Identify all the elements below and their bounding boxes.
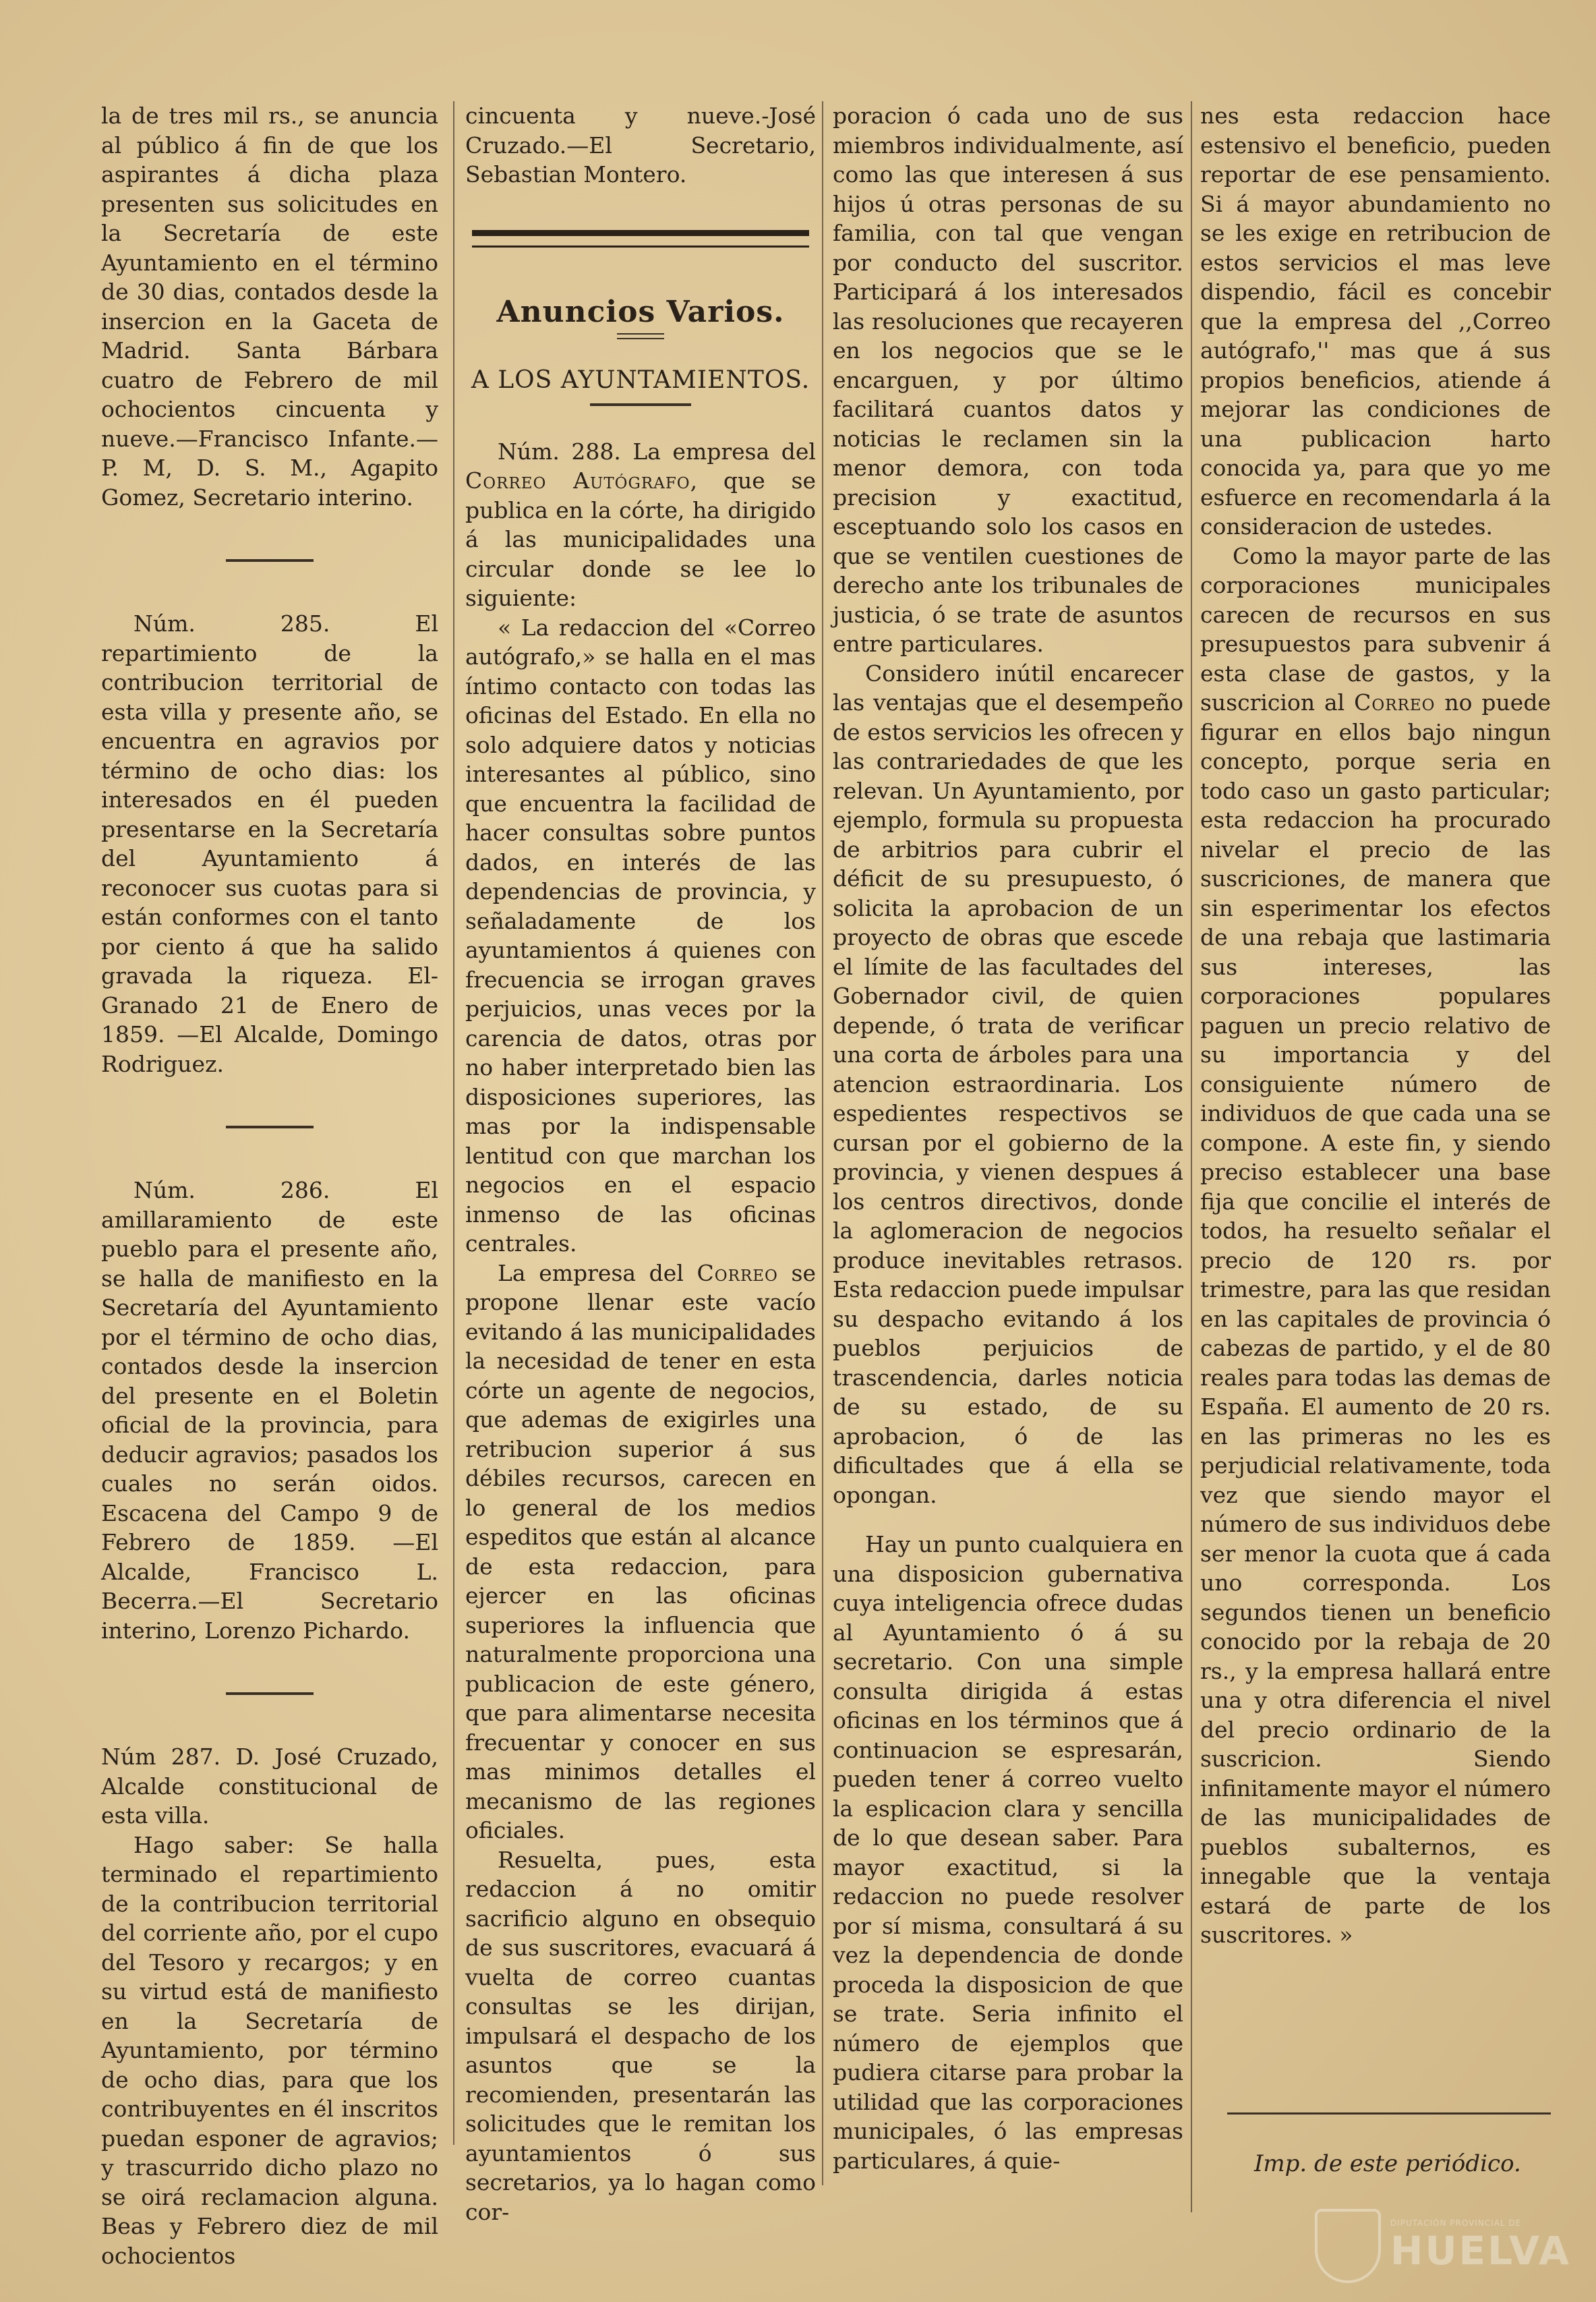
archive-watermark bbox=[1315, 2206, 1571, 2286]
circular-paragraph bbox=[1200, 542, 1551, 1950]
text-run: no puede figurar en ellos bajo ningun concepto, porque seria en todo caso un gasto particular; esta redaccion ha procurado nivelar el precio de las suscriciones, de manera que sin esperimentar los efectos de una rebaja que lastimaria sus intereses, las corporaciones populares paguen un precio relativo de su importancia y del consiguiente número de individuos de que cada una se compone. A este fin, y siendo preciso establecer una base fija que concilie el interés de todos, ha resuelto señalar el precio de 120 rs. por trimestre, para las que residan en las capitales de provincia ó cabezas de partido, y el de 80 reales para todas las demas de España. El aumento de 20 rs. en las primeras no les es perjudicial relativamente, toda vez que siendo mayor el número de sus individuos debe ser menor la cuota que á cada uno corresponda. Los segundos tienen un beneficio conocido por la rebaja de 20 rs., y la empresa hallará entre una y otra diferencia el nivel del precio ordinario de la suscricion. Siendo infinitamente mayor el número de las municipalidades de pueblos subalternos, es innegable que la ventaja estará de parte de los suscritores. » bbox=[1200, 689, 1551, 1948]
announcement-288-intro bbox=[465, 437, 816, 613]
announcement-286: Núm. 286. El amillaramiento de este pueblo para el presente año, se halla de manifiesto en la Secretaría del Ayuntamiento por el término de ocho dias, contados desde la insercion del presente en el Boletin oficial de la provincia, para deducir agravios; pasados los cuales no serán oidos. Escacena del Campo 9 de Febrero de 1859. —El Alcalde, Francisco L. Becerra.—El Secretario interino, Lorenzo Pichardo. bbox=[101, 1177, 438, 1644]
text-run: La empresa del bbox=[498, 1259, 697, 1286]
shield-icon bbox=[1315, 2209, 1381, 2283]
publication-name: Correo bbox=[697, 1259, 778, 1286]
circular-paragraph: Considero inútil encarecer las ventajas que el desempeño de estos servicios les ofrecen y las contrariedades de que les relevan. Un Ayuntamiento, por ejemplo, formula su propuesta de arbitrios para cubrir el déficit de su presupuesto, ó solicita la aprobacion de un proyecto de obras que escede el límite de las facultades del Gobernador civil, de quien depende, ó trata de verificar una corta de árboles para una atencion estraordinaria. Los espedientes respectivos se cursan por el gobierno de la provincia, y vienen despues á los centros directivos, donde la aglomeracion de negocios produce inevitables retrasos. Esta redaccion puede impulsar su despacho evitando á los pueblos perjuicios de trascendencia, darles noticia de su estado, de su aprobacion, ó de las dificultades que á ella se opongan. bbox=[833, 660, 1183, 1508]
printer-imprint: Imp. de este periódico. bbox=[1254, 2150, 1521, 2177]
column-3 bbox=[833, 101, 1183, 2185]
announcement-285: Núm. 285. El repartimiento de la contribucion territorial de esta villa y presente año, se encuentra en agravios por término de ocho dias: los interesados en él pueden presentarse en la Secretaría del Ayuntamiento á reconocer sus cuotas para si están conformes con el tanto por ciento á que ha salido gravada la riqueza. El-Granado 21 de Enero de 1859. —El Alcalde, Domingo Rodriguez. bbox=[101, 610, 438, 1077]
circular-paragraph: Resuelta, pues, esta redaccion á no omitir sacrificio alguno en obsequio de sus suscritores, evacuará á vuelta de correo cuantas consultas se les dirijan, impulsará el despacho de los asuntos que se la recomienden, presentarán las solicitudes que le remitan los ayuntamientos ó sus secretarios, ya lo hagan como cor- bbox=[465, 1846, 816, 2225]
column-2 bbox=[465, 101, 816, 2225]
circular-paragraph: « La redaccion del «Correo autógrafo,» se halla en el mas íntimo contacto con todas las oficinas del Estado. En ella no solo adquiere datos y noticias interesantes al público, sino que encuentra la facilidad de hacer consultas sobre puntos dados, en interés de las dependencias de provincia, y señaladamente de los ayuntamientos á quienes con frecuencia se irrogan graves perjuicios, unas veces por la carencia de datos, otras por no haber interpretado bien las disposiciones superiores, las mas por la indispensable lentitud con que marchan los negocios en el espacio inmenso de las oficinas centrales. bbox=[465, 614, 816, 1257]
column-rule-2 bbox=[822, 101, 823, 2185]
double-rule bbox=[617, 333, 664, 339]
column-1 bbox=[101, 101, 438, 2269]
footer-rule bbox=[1227, 2112, 1551, 2114]
publication-name: Correo Autógrafo bbox=[465, 467, 690, 494]
column-rule-1 bbox=[453, 101, 454, 2145]
separator bbox=[226, 1692, 314, 1695]
circular-paragraph: Hay un punto cualquiera en una disposicion gubernativa cuya inteligencia ofrece dudas al Ayuntamiento ó á su secretario. Con una simple consulta dirigida á estas oficinas en los términos que á continuacion se espresarán, pueden tener á correo vuelto la esplicacion clara y sencilla de lo que desean saber. Para mayor exactitud, si la redaccion no puede resolver por sí misma, consultará á su vez la dependencia de donde proceda la disposicion de que se trate. Seria infinito el número de ejemplos que pudiera citarse para probar la utilidad que las corporaciones municipales, ó las empresas particulares, á quie- bbox=[833, 1531, 1183, 2174]
short-rule bbox=[590, 403, 691, 406]
separator bbox=[226, 1126, 314, 1128]
column-rule-3 bbox=[1191, 101, 1192, 2212]
text-run: , que se publica en la córte, ha dirigido á las municipalidades una circular donde se lee lo siguiente: bbox=[465, 467, 816, 611]
announcement-text: cincuenta y nueve.-José Cruzado.—El Secretario, Sebastian Montero. bbox=[465, 103, 816, 188]
watermark-text bbox=[1390, 2218, 1571, 2274]
circular-paragraph: poracion ó cada uno de sus miembros individualmente, así como las que interesen á sus hijos ú otras personas de su familia, con tal que vengan por conducto del suscritor. Participará á los interesados las resoluciones que recayeren en los negocios que se le encarguen, y por último facilitará cuantos datos y noticias le reclamen sin la menor demora, con toda precision y exactitud, esceptuando solo los casos en que se ventilen cuestiones de derecho ante los tribunales de justicia, ó se trate de asuntos entre particulares. bbox=[833, 103, 1183, 657]
announcement-287-body: Hago saber: Se halla terminado el repartimiento de la contribucion territorial del corriente año, por el cupo del Tesoro y recargos; y en su virtud está de manifiesto en la Secretaría de Ayuntamiento, por término de ocho dias, para que los contribuyentes en él inscritos puedan esponer de agravios; y trascurrido dicho plazo no se oirá reclamacion alguna. Beas y Febrero diez de mil ochocientos bbox=[101, 1831, 438, 2269]
circular-paragraph: nes esta redaccion hace estensivo el beneficio, pueden reportar de ese pensamiento. Si á mayor abundamiento no se les exige en retribucion de estos servicios el mas leve dispendio, fácil es concebir que la empresa del ,,Correo autógrafo,'' mas que á sus propios beneficios, atiende á mejorar las condiciones de una publicacion harto conocida ya, para que yo me esfuerce en recomendarla á la consideracion de ustedes. bbox=[1200, 103, 1551, 540]
text-run: se propone llenar este vacío evitando á las municipalidades la necesidad de tener en esta córte un agente de negocios, que ademas de exigirles una retribucion superior á sus débiles recursos, carecen en lo general de los medios espeditos que están al alcance de esta redaccion, para ejercer en las oficinas superiores la influencia que naturalmente proporciona una publicacion de este género, que para alimentarse necesita frecuentar y conocer en sus mas minimos detalles el mecanismo de las regiones oficiales. bbox=[465, 1259, 816, 1843]
watermark-small: DIPUTACIÓN PROVINCIAL DE bbox=[1390, 2218, 1522, 2228]
separator bbox=[226, 559, 314, 562]
section-rule bbox=[472, 230, 809, 248]
section-subheading: A LOS AYUNTAMIENTOS. bbox=[471, 366, 810, 394]
column-4 bbox=[1200, 101, 1551, 2185]
text-run: Como la mayor parte de las corporaciones municipales carecen de recursos en sus presupuestos para subvenir á esta clase de gastos, y la suscricion al bbox=[1200, 542, 1551, 716]
announcement-287-title: Núm 287. D. José Cruzado, Alcalde constitucional de esta villa. bbox=[101, 1744, 438, 1829]
circular-paragraph bbox=[465, 1259, 816, 1845]
section-heading: Anuncios Varios. bbox=[496, 294, 785, 329]
text-run: Núm. 288. La empresa del bbox=[498, 438, 816, 465]
publication-name: Correo bbox=[1354, 689, 1436, 716]
announcement-text: la de tres mil rs., se anuncia al público á fin de que los aspirantes á dicha plaza presenten sus solicitudes en la Secretaría de este Ayuntamiento en el término de 30 dias, contados desde la insercion en la Gaceta de Madrid. Santa Bárbara cuatro de Febrero de mil ochocientos cincuenta y nueve.—Francisco Infante.—P. M, D. S. M., Agapito Gomez, Secretario interino. bbox=[101, 103, 438, 511]
watermark-big: HUELVA bbox=[1390, 2228, 1571, 2274]
